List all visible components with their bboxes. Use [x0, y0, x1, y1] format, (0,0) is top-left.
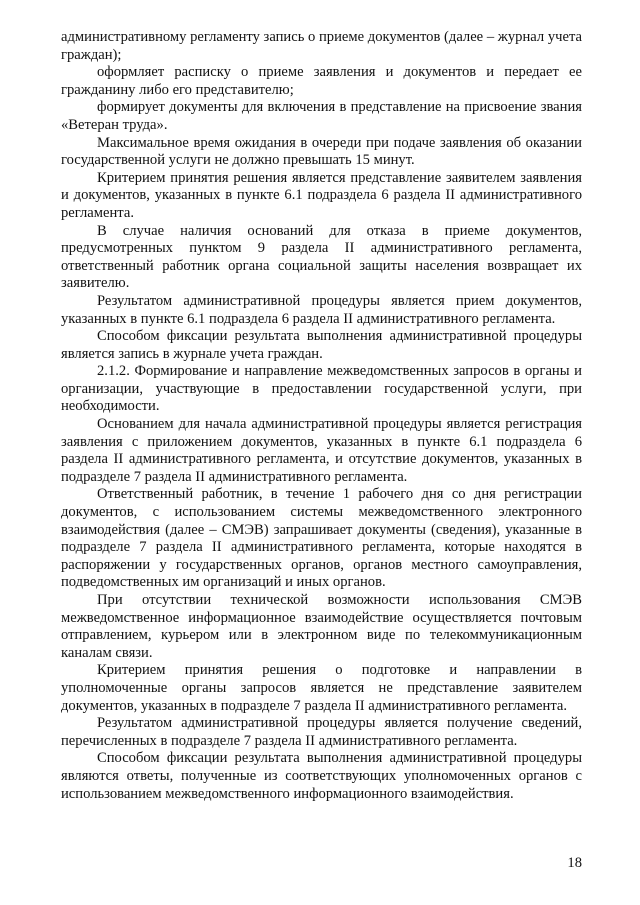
- paragraph-max-wait-time: Максимальное время ожидания в очереди при подаче заявления об оказании государственной услуги не должно превышать 15 минут.: [61, 134, 582, 169]
- paragraph-procedure-basis: Основанием для начала административной процедуры является регистрация заявления с приложением документов, указанных в пункте 6.1 подраздела 6 раздела II административного регламента, и отсутствие документов, указанных в подразделе 7 раздела II административного регламента.: [61, 416, 582, 485]
- paragraph-request-recording: Способом фиксации результата выполнения административной процедуры являются ответы, полученные из соответствующих уполномоченных органов с использованием межведомственного информационного взаимодействия.: [61, 750, 582, 802]
- paragraph-form-documents: формирует документы для включения в представление на присвоение звания «Ветеран труда».: [61, 99, 582, 133]
- paragraph-procedure-result: Результатом административной процедуры является прием документов, указанных в пункте 6.1 подраздела 6 раздела II административного регламента.: [61, 292, 582, 327]
- page-number: 18: [567, 855, 582, 871]
- paragraph-continuation: административному регламенту запись о приеме документов (далее – журнал учета граждан);: [61, 29, 582, 63]
- paragraph-receipt: оформляет расписку о приеме заявления и документов и передает ее гражданину либо его представителю;: [61, 64, 582, 98]
- paragraph-request-result: Результатом административной процедуры является получение сведений, перечисленных в подразделе 7 раздела II административного регламента.: [61, 715, 582, 749]
- section-heading-2-1-2: 2.1.2. Формирование и направление межведомственных запросов в органы и организации, участвующие в предоставлении государственной услуги, при необходимости.: [61, 363, 582, 415]
- paragraph-result-recording: Способом фиксации результата выполнения административной процедуры является запись в журнале учета граждан.: [61, 328, 582, 362]
- paragraph-request-criterion: Критерием принятия решения о подготовке и направлении в уполномоченные органы запросов является не представление заявителем документов, указанных в подразделе 7 раздела II административного регламента.: [61, 662, 582, 714]
- paragraph-decision-criterion: Критерием принятия решения является представление заявителем заявления и документов, указанных в пункте 6.1 подраздела 6 раздела II административного регламента.: [61, 169, 582, 221]
- paragraph-refusal-grounds: В случае наличия оснований для отказа в приеме документов, предусмотренных пунктом 9 раздела II административного регламента, ответственный работник органа социальной защиты населения возвращает их заявителю.: [61, 222, 582, 292]
- paragraph-no-smev: При отсутствии технической возможности использования СМЭВ межведомственное информационное взаимодействие осуществляется почтовым отправлением, курьером или в электронном виде по телекоммуникационным каналам связи.: [61, 592, 582, 661]
- paragraph-smev-request: Ответственный работник, в течение 1 рабочего дня со дня регистрации документов, с использованием системы межведомственного электронного взаимодействия (далее – СМЭВ) запрашивает документы (сведения), указанные в подразделе 7 раздела II административного регламента, которые находятся в распоряжении у государственных органов, органов местного самоуправления, подведомственных им организаций и иных органов.: [61, 486, 582, 591]
